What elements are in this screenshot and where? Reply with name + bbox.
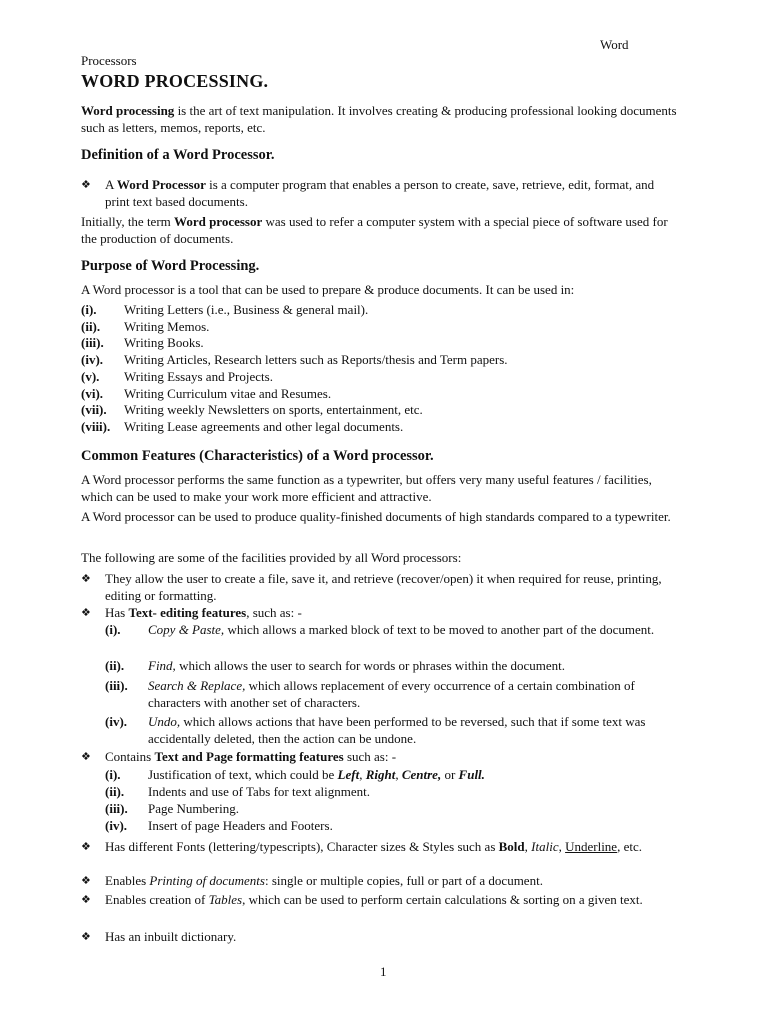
definition-heading: Definition of a Word Processor. xyxy=(81,147,275,163)
b3-bold: Text and Page formatting features xyxy=(154,749,344,764)
editing-item-num: (ii). xyxy=(105,658,125,673)
b5-italic: Printing of documents xyxy=(149,873,265,888)
editing-item-name: Undo, xyxy=(148,714,181,729)
formatting-item-text: Insert of page Headers and Footers. xyxy=(148,818,333,833)
formatting-item-text: Page Numbering. xyxy=(148,801,239,816)
purpose-item-text: Writing Books. xyxy=(124,335,204,351)
bullet-icon: ❖ xyxy=(81,930,91,943)
bullet-icon: ❖ xyxy=(81,178,91,191)
feature-bullet-files-text: They allow the user to create a file, save it, and retrieve (recover/open) it when required for reuse, printing, editing or formatting. xyxy=(105,571,662,603)
fmt1-c2: , xyxy=(395,767,402,782)
bullet-icon: ❖ xyxy=(81,840,91,853)
formatting-item-num: (iv). xyxy=(105,818,128,833)
header-processors: Processors xyxy=(81,53,137,68)
b3-pre: Contains xyxy=(105,749,155,764)
b4-bold: Bold xyxy=(498,839,525,854)
bullet-icon: ❖ xyxy=(81,874,91,887)
b4-c1: , xyxy=(524,839,532,854)
purpose-item-num: (i). xyxy=(81,302,97,317)
b2-bold: Text- editing features xyxy=(128,605,247,620)
features-paragraph-2: A Word processor can be used to produce quality-finished documents of high standards compared to a typewriter. xyxy=(81,509,671,524)
purpose-item-num: (vii). xyxy=(81,402,107,418)
fmt1-pre: Justification of text, which could be xyxy=(148,767,338,782)
bullet-icon: ❖ xyxy=(81,893,91,906)
b6-pre: Enables creation of xyxy=(105,892,209,907)
editing-item-num: (iii). xyxy=(105,678,128,693)
feature-bullet-dictionary-text: Has an inbuilt dictionary. xyxy=(105,929,237,944)
b5-rest: : single or multiple copies, full or part of a document. xyxy=(264,873,543,888)
def-bullet-bold: Word Processor xyxy=(116,177,206,192)
b3-rest: such as: - xyxy=(343,749,397,764)
b2-pre: Has xyxy=(105,605,129,620)
purpose-item-text: Writing Essays and Projects. xyxy=(124,368,273,384)
def-bullet-pre: A xyxy=(105,177,117,192)
purpose-item-num: (iii). xyxy=(81,335,104,351)
purpose-item-num: (v). xyxy=(81,368,100,384)
page-title: WORD PROCESSING. xyxy=(81,71,269,91)
purpose-item-num: (ii). xyxy=(81,318,101,334)
b4-rest: , etc. xyxy=(617,839,642,854)
def-para-pre: Initially, the term xyxy=(81,214,175,229)
bullet-icon: ❖ xyxy=(81,606,91,619)
fmt1-full: Full. xyxy=(458,767,485,782)
purpose-intro: A Word processor is a tool that can be used to prepare & produce documents. It can be used in: xyxy=(81,282,575,297)
b6-rest: , which can be used to perform certain calculations & sorting on a given text. xyxy=(242,892,643,907)
purpose-item-num: (iv). xyxy=(81,352,104,368)
b5-pre: Enables xyxy=(105,873,150,888)
purpose-item-text: Writing Articles, Research letters such as Reports/thesis and Term papers. xyxy=(124,352,508,368)
editing-item-desc: which allows the user to search for words or phrases within the document. xyxy=(175,658,565,673)
def-bullet-rest: is a computer program that enables a person to create, save, retrieve, edit, format, and print text based documents. xyxy=(105,177,655,209)
formatting-item-text: Indents and use of Tabs for text alignment. xyxy=(148,784,370,799)
page-number: 1 xyxy=(380,964,387,979)
fmt1-left: Left xyxy=(337,767,360,782)
def-para-rest: was used to refer a computer system with a special piece of software used for the production of documents. xyxy=(81,214,668,246)
features-heading: Common Features (Characteristics) of a Word processor. xyxy=(81,448,434,464)
fmt1-centre: Centre, xyxy=(401,767,442,782)
purpose-heading: Purpose of Word Processing. xyxy=(81,258,260,274)
purpose-item-text: Writing Letters (i.e., Business & general mail). xyxy=(124,302,369,317)
b4-c2: , xyxy=(558,839,566,854)
b2-rest: , such as: - xyxy=(246,605,302,620)
intro-rest: is the art of text manipulation. It involves creating & producing professional looking documents such as letters, memos, reports, etc. xyxy=(81,103,677,135)
b4-underline: Underline xyxy=(565,839,618,854)
definition-paragraph xyxy=(81,213,681,247)
features-paragraph-1: A Word processor performs the same function as a typewriter, but offers very many useful features / facilities, which can be used to make your work more efficient and attractive. xyxy=(81,472,652,504)
b4-italic: Italic xyxy=(531,839,559,854)
formatting-item-num: (iii). xyxy=(105,801,128,816)
features-paragraph-3: The following are some of the facilities provided by all Word processors: xyxy=(81,550,462,565)
bullet-icon: ❖ xyxy=(81,750,91,763)
editing-item-name: Find, xyxy=(148,658,176,673)
fmt1-right: Right xyxy=(365,767,396,782)
editing-item-desc: which allows a marked block of text to be moved to another part of the document. xyxy=(224,622,655,637)
editing-item-name: Search & Replace, xyxy=(148,678,246,693)
intro-bold: Word processing xyxy=(81,103,175,118)
editing-item-desc: which allows replacement of every occurrence of a certain combination of characters with another set of characters. xyxy=(148,678,635,710)
editing-item-num: (i). xyxy=(105,622,121,637)
header-word: Word xyxy=(600,37,629,52)
purpose-item-num: (viii). xyxy=(81,418,111,434)
fmt1-or: or xyxy=(441,767,459,782)
purpose-item-num: (vi). xyxy=(81,385,104,401)
formatting-item-num: (i). xyxy=(105,767,121,782)
b4-pre: Has different Fonts (lettering/typescripts), Character sizes & Styles such as xyxy=(105,839,499,854)
purpose-item-text: Writing Memos. xyxy=(124,318,210,334)
formatting-item-num: (ii). xyxy=(105,784,125,799)
purpose-item-text: Writing weekly Newsletters on sports, entertainment, etc. xyxy=(124,402,423,418)
editing-item-name: Copy & Paste, xyxy=(148,622,225,637)
intro-paragraph xyxy=(81,102,681,136)
purpose-item-text: Writing Curriculum vitae and Resumes. xyxy=(124,385,332,401)
b6-italic: Tables xyxy=(208,892,243,907)
bullet-icon: ❖ xyxy=(81,572,91,585)
editing-item-desc: which allows actions that have been performed to be reversed, such that if some text was accidentally deleted, then the action can be undone. xyxy=(148,714,646,746)
def-para-bold: Word processor xyxy=(174,214,263,229)
purpose-item-text: Writing Lease agreements and other legal documents. xyxy=(124,418,404,434)
fmt1-c1: , xyxy=(359,767,366,782)
editing-item-num: (iv). xyxy=(105,714,128,729)
